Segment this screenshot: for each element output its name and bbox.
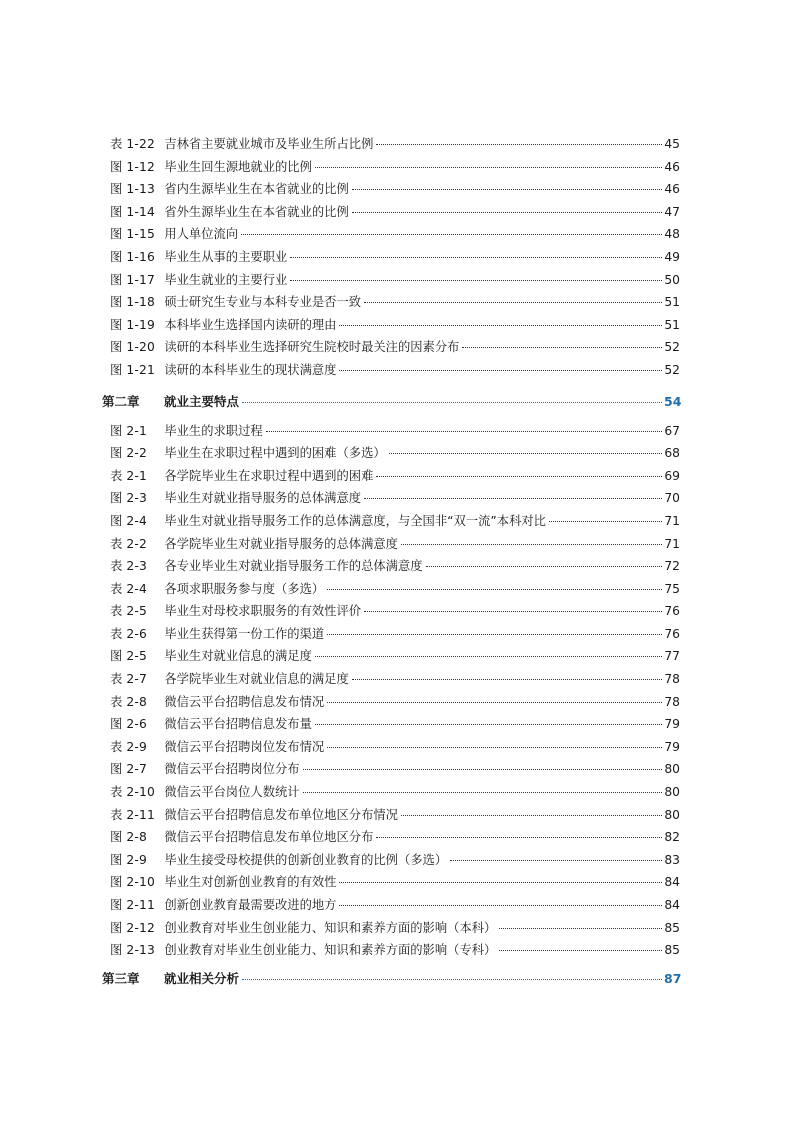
- leader-dots: [549, 521, 662, 522]
- entry-title: 毕业生对就业指导服务工作的总体满意度，与全国非“双一流”本科对比: [164, 513, 546, 528]
- leader-dots: [352, 189, 662, 190]
- toc-entry[interactable]: [102, 336, 680, 359]
- toc-entry[interactable]: [102, 645, 680, 668]
- entry-title: 吉林省主要就业城市及毕业生所占比例: [164, 137, 374, 151]
- toc-entry[interactable]: [102, 917, 680, 940]
- entry-label: [102, 758, 156, 781]
- entry-title: 毕业生就业的主要行业: [164, 272, 288, 287]
- toc-entry[interactable]: [102, 314, 680, 337]
- entry-kind: 图: [110, 340, 123, 355]
- entry-kind: 表: [110, 672, 123, 687]
- entry-kind: 图: [110, 182, 123, 197]
- entry-number: 1-22: [126, 137, 156, 151]
- entry-label: [102, 600, 156, 623]
- entry-kind: 图: [110, 317, 123, 332]
- toc-entry[interactable]: [102, 555, 680, 578]
- entry-kind: 表: [110, 807, 123, 822]
- page-number: 52: [664, 340, 680, 355]
- page-number: 87: [664, 970, 682, 986]
- entry-title: 微信云平台招聘信息发布量: [164, 717, 312, 732]
- page-number: 77: [664, 649, 680, 664]
- toc-entry[interactable]: [102, 713, 680, 736]
- entry-title: 读研的本科毕业生的现状满意度: [164, 362, 337, 377]
- leader-dots: [352, 212, 662, 213]
- toc-entry[interactable]: [102, 871, 680, 894]
- page-number: 68: [664, 446, 680, 461]
- leader-dots: [499, 928, 662, 929]
- page-number: 45: [664, 137, 680, 151]
- page-number: 83: [664, 852, 680, 867]
- toc-entry[interactable]: [102, 487, 680, 510]
- toc-entry[interactable]: [102, 246, 680, 269]
- toc-entry[interactable]: [102, 178, 680, 201]
- entry-label: [102, 623, 156, 646]
- entry-number: 2-2: [126, 446, 147, 461]
- entry-label: [102, 291, 156, 314]
- entry-kind: 图: [110, 491, 123, 506]
- entry-label: [102, 533, 156, 556]
- entry-kind: 图: [110, 717, 123, 732]
- toc-entry[interactable]: [102, 849, 680, 872]
- entry-title: 毕业生接受母校提供的创新创业教育的比例（多选）: [164, 852, 448, 867]
- page-number: 50: [664, 272, 680, 287]
- leader-dots: [327, 589, 662, 590]
- leader-dots: [327, 634, 662, 635]
- entry-title: 省外生源毕业生在本省就业的比例: [164, 204, 349, 219]
- entry-number: 2-7: [126, 762, 147, 777]
- leader-dots: [327, 702, 662, 703]
- entry-label: [102, 555, 156, 578]
- entry-number: 2-1: [126, 468, 147, 483]
- entry-title: 各学院毕业生在求职过程中遇到的困难: [164, 468, 374, 483]
- leader-dots: [426, 566, 662, 567]
- entry-title: 微信云平台岗位人数统计: [164, 785, 300, 800]
- entry-number: 2-12: [126, 920, 156, 935]
- entry-label: [102, 804, 156, 827]
- toc-entry[interactable]: [102, 533, 680, 556]
- entry-number: 1-12: [126, 159, 156, 174]
- toc-entry[interactable]: [102, 442, 680, 465]
- entry-kind: 图: [110, 649, 123, 664]
- leader-dots: [364, 302, 662, 303]
- leader-dots: [315, 656, 662, 657]
- entry-kind: 图: [110, 272, 123, 287]
- toc-entry[interactable]: [102, 894, 680, 917]
- entry-kind: 表: [110, 694, 123, 709]
- entry-kind: 表: [110, 137, 123, 151]
- page-number: 48: [664, 227, 680, 242]
- entry-kind: 图: [110, 446, 123, 461]
- entry-kind: 图: [110, 943, 123, 958]
- toc-entry[interactable]: [102, 510, 680, 533]
- entry-label: [102, 668, 156, 691]
- toc-entry[interactable]: [102, 269, 680, 292]
- entry-number: 1-17: [126, 272, 156, 287]
- page-number: 51: [664, 295, 680, 310]
- entry-label: [102, 939, 156, 962]
- toc-entry[interactable]: [102, 758, 680, 781]
- page-number: 76: [664, 604, 680, 619]
- entry-kind: 图: [110, 920, 123, 935]
- toc-entry[interactable]: [102, 781, 680, 804]
- toc-entry[interactable]: [102, 600, 680, 623]
- entry-kind: 表: [110, 785, 123, 800]
- chapter-title: 就业相关分析: [164, 970, 240, 986]
- entry-label: [102, 269, 156, 292]
- page-number: 46: [664, 182, 680, 197]
- page-number: 71: [664, 536, 680, 551]
- entry-number: 2-11: [126, 807, 156, 822]
- page-number: 71: [664, 513, 680, 528]
- entry-number: 2-6: [126, 717, 147, 732]
- leader-dots: [327, 747, 662, 748]
- entry-label: [102, 314, 156, 337]
- page-number: 80: [664, 785, 680, 800]
- leader-dots: [290, 280, 662, 281]
- leader-dots: [364, 611, 662, 612]
- entry-kind: 图: [110, 423, 123, 438]
- leader-dots: [339, 905, 662, 906]
- entry-number: 2-6: [126, 626, 147, 641]
- entry-label: [102, 917, 156, 940]
- entry-label: [102, 826, 156, 849]
- entry-label: [102, 781, 156, 804]
- entry-title: 创新创业教育最需要改进的地方: [164, 898, 337, 912]
- entry-kind: 表: [110, 604, 123, 619]
- page-number: 69: [664, 468, 680, 483]
- chapter-number: 第三章: [102, 970, 140, 986]
- entry-number: 2-2: [126, 536, 147, 551]
- toc-entry[interactable]: [102, 578, 680, 601]
- page-number: 54: [664, 393, 682, 409]
- toc-group-chapter2-figures: [102, 420, 680, 962]
- entry-kind: 图: [110, 898, 123, 912]
- leader-dots: [462, 347, 662, 348]
- toc-entry[interactable]: [102, 465, 680, 488]
- entry-label: [102, 156, 156, 179]
- table-of-contents: [102, 133, 680, 991]
- entry-title: 微信云平台招聘信息发布单位地区分布: [164, 830, 374, 845]
- entry-kind: 图: [110, 295, 123, 310]
- entry-title: 各专业毕业生对就业指导服务工作的总体满意度: [164, 559, 423, 574]
- page-number: 76: [664, 626, 680, 641]
- entry-number: 1-18: [126, 295, 156, 310]
- entry-kind: 图: [110, 852, 123, 867]
- toc-entry[interactable]: [102, 691, 680, 714]
- toc-entry[interactable]: [102, 939, 680, 962]
- entry-number: 1-14: [126, 204, 156, 219]
- entry-number: 2-8: [126, 694, 147, 709]
- entry-kind: 图: [110, 875, 123, 890]
- toc-entry[interactable]: [102, 133, 680, 156]
- entry-kind: 图: [110, 204, 123, 219]
- page-number: 85: [664, 943, 680, 958]
- page-number: 49: [664, 249, 680, 264]
- leader-dots: [315, 724, 662, 725]
- page-number: 84: [664, 898, 680, 912]
- entry-title: 毕业生对就业指导服务的总体满意度: [164, 491, 362, 506]
- chapter-number: 第二章: [102, 393, 140, 409]
- page-number: 52: [664, 362, 680, 377]
- page-number: 47: [664, 204, 680, 219]
- entry-kind: 图: [110, 159, 123, 174]
- entry-number: 1-15: [126, 227, 156, 242]
- toc-entry[interactable]: [102, 223, 680, 246]
- leader-dots: [241, 234, 662, 235]
- entry-title: 各项求职服务参与度（多选）: [164, 581, 325, 596]
- toc-chapter-2[interactable]: [102, 390, 680, 414]
- toc-group-chapter1-figures: [102, 133, 680, 382]
- entry-title: 毕业生回生源地就业的比例: [164, 159, 312, 174]
- entry-label: [102, 465, 156, 488]
- leader-dots: [303, 769, 662, 770]
- entry-label: [102, 442, 156, 465]
- leader-dots: [389, 453, 662, 454]
- toc-entry[interactable]: [102, 420, 680, 443]
- entry-number: 2-5: [126, 649, 147, 664]
- entry-title: 毕业生在求职过程中遇到的困难（多选）: [164, 446, 386, 461]
- page-number: 80: [664, 762, 680, 777]
- toc-entry[interactable]: [102, 156, 680, 179]
- entry-number: 1-16: [126, 249, 156, 264]
- entry-label: [102, 223, 156, 246]
- toc-chapter-3[interactable]: [102, 967, 680, 991]
- entry-number: 1-21: [126, 362, 156, 377]
- entry-number: 2-5: [126, 604, 147, 619]
- entry-label: [102, 645, 156, 668]
- toc-entry[interactable]: [102, 623, 680, 646]
- entry-label: [102, 336, 156, 359]
- entry-label: [102, 178, 156, 201]
- entry-number: 2-8: [126, 830, 147, 845]
- entry-title: 各学院毕业生对就业信息的满足度: [164, 672, 349, 687]
- entry-label: [102, 246, 156, 269]
- leader-dots: [242, 979, 662, 980]
- entry-kind: 图: [110, 249, 123, 264]
- entry-number: 2-9: [126, 739, 147, 754]
- entry-title: 微信云平台招聘信息发布单位地区分布情况: [164, 807, 398, 822]
- leader-dots: [339, 370, 662, 371]
- leader-dots: [401, 815, 662, 816]
- entry-label: [102, 201, 156, 224]
- entry-label: [102, 420, 156, 443]
- leader-dots: [450, 860, 662, 861]
- leader-dots: [315, 167, 662, 168]
- entry-number: 2-10: [126, 785, 156, 800]
- entry-title: 创业教育对毕业生创业能力、知识和素养方面的影响（专科）: [164, 943, 497, 958]
- entry-kind: 表: [110, 626, 123, 641]
- entry-kind: 表: [110, 468, 123, 483]
- entry-label: [102, 691, 156, 714]
- entry-kind: 表: [110, 739, 123, 754]
- entry-title: 毕业生获得第一份工作的渠道: [164, 626, 325, 641]
- entry-label: [102, 894, 156, 917]
- entry-label: [102, 736, 156, 759]
- leader-dots: [499, 950, 662, 951]
- leader-dots: [401, 544, 662, 545]
- entry-label: [102, 849, 156, 872]
- toc-entry[interactable]: [102, 826, 680, 849]
- entry-title: 毕业生的求职过程: [164, 423, 263, 438]
- leader-dots: [376, 837, 662, 838]
- entry-kind: 图: [110, 513, 123, 528]
- entry-kind: 图: [110, 762, 123, 777]
- entry-kind: 表: [110, 559, 123, 574]
- page-number: 79: [664, 717, 680, 732]
- entry-number: 2-7: [126, 672, 147, 687]
- entry-number: 2-9: [126, 852, 147, 867]
- entry-number: 2-1: [126, 423, 147, 438]
- toc-entry[interactable]: [102, 201, 680, 224]
- leader-dots: [364, 498, 662, 499]
- entry-label: [102, 871, 156, 894]
- entry-title: 微信云平台招聘岗位分布: [164, 762, 300, 777]
- page-number: 75: [664, 581, 680, 596]
- entry-label: [102, 510, 156, 533]
- entry-kind: 表: [110, 536, 123, 551]
- leader-dots: [242, 402, 662, 403]
- chapter-title: 就业主要特点: [164, 393, 240, 409]
- entry-number: 2-11: [126, 898, 156, 912]
- page-number: 84: [664, 875, 680, 890]
- entry-number: 2-13: [126, 943, 156, 958]
- entry-number: 2-10: [126, 875, 156, 890]
- toc-entry[interactable]: [102, 804, 680, 827]
- entry-kind: 表: [110, 581, 123, 596]
- page-number: 82: [664, 830, 680, 845]
- entry-title: 创业教育对毕业生创业能力、知识和素养方面的影响（本科）: [164, 920, 497, 935]
- entry-title: 各学院毕业生对就业指导服务的总体满意度: [164, 536, 398, 551]
- toc-entry[interactable]: [102, 736, 680, 759]
- entry-title: 硕士研究生专业与本科专业是否一致: [164, 295, 362, 310]
- leader-dots: [376, 476, 662, 477]
- toc-entry[interactable]: [102, 359, 680, 382]
- leader-dots: [352, 679, 662, 680]
- page-number: 51: [664, 317, 680, 332]
- entry-number: 1-20: [126, 340, 156, 355]
- leader-dots: [376, 144, 662, 145]
- entry-number: 1-13: [126, 182, 156, 197]
- entry-number: 2-3: [126, 559, 147, 574]
- page-number: 78: [664, 694, 680, 709]
- page-number: 85: [664, 920, 680, 935]
- page-number: 80: [664, 807, 680, 822]
- page-number: 72: [664, 559, 680, 574]
- leader-dots: [290, 257, 662, 258]
- toc-entry[interactable]: [102, 668, 680, 691]
- entry-label: [102, 578, 156, 601]
- entry-number: 2-4: [126, 581, 147, 596]
- entry-label: [102, 133, 156, 156]
- entry-title: 省内生源毕业生在本省就业的比例: [164, 182, 349, 197]
- entry-label: [102, 713, 156, 736]
- entry-number: 2-4: [126, 513, 147, 528]
- entry-label: [102, 359, 156, 382]
- leader-dots: [303, 792, 662, 793]
- toc-entry[interactable]: [102, 291, 680, 314]
- entry-title: 毕业生从事的主要职业: [164, 249, 288, 264]
- entry-label: [102, 487, 156, 510]
- leader-dots: [339, 325, 662, 326]
- entry-title: 毕业生对创新创业教育的有效性: [164, 875, 337, 890]
- leader-dots: [339, 882, 662, 883]
- page-number: 67: [664, 423, 680, 438]
- entry-kind: 图: [110, 830, 123, 845]
- entry-kind: 图: [110, 362, 123, 377]
- page-number: 79: [664, 739, 680, 754]
- page-number: 46: [664, 159, 680, 174]
- entry-title: 本科毕业生选择国内读研的理由: [164, 317, 337, 332]
- entry-title: 用人单位流向: [164, 227, 239, 242]
- entry-title: 毕业生对母校求职服务的有效性评价: [164, 604, 362, 619]
- leader-dots: [266, 431, 662, 432]
- page-number: 78: [664, 672, 680, 687]
- entry-kind: 图: [110, 227, 123, 242]
- entry-title: 微信云平台招聘信息发布情况: [164, 694, 325, 709]
- entry-number: 1-19: [126, 317, 156, 332]
- entry-title: 微信云平台招聘岗位发布情况: [164, 739, 325, 754]
- entry-title: 读研的本科毕业生选择研究生院校时最关注的因素分布: [164, 340, 460, 355]
- entry-title: 毕业生对就业信息的满足度: [164, 649, 312, 664]
- entry-number: 2-3: [126, 491, 147, 506]
- page-number: 70: [664, 491, 680, 506]
